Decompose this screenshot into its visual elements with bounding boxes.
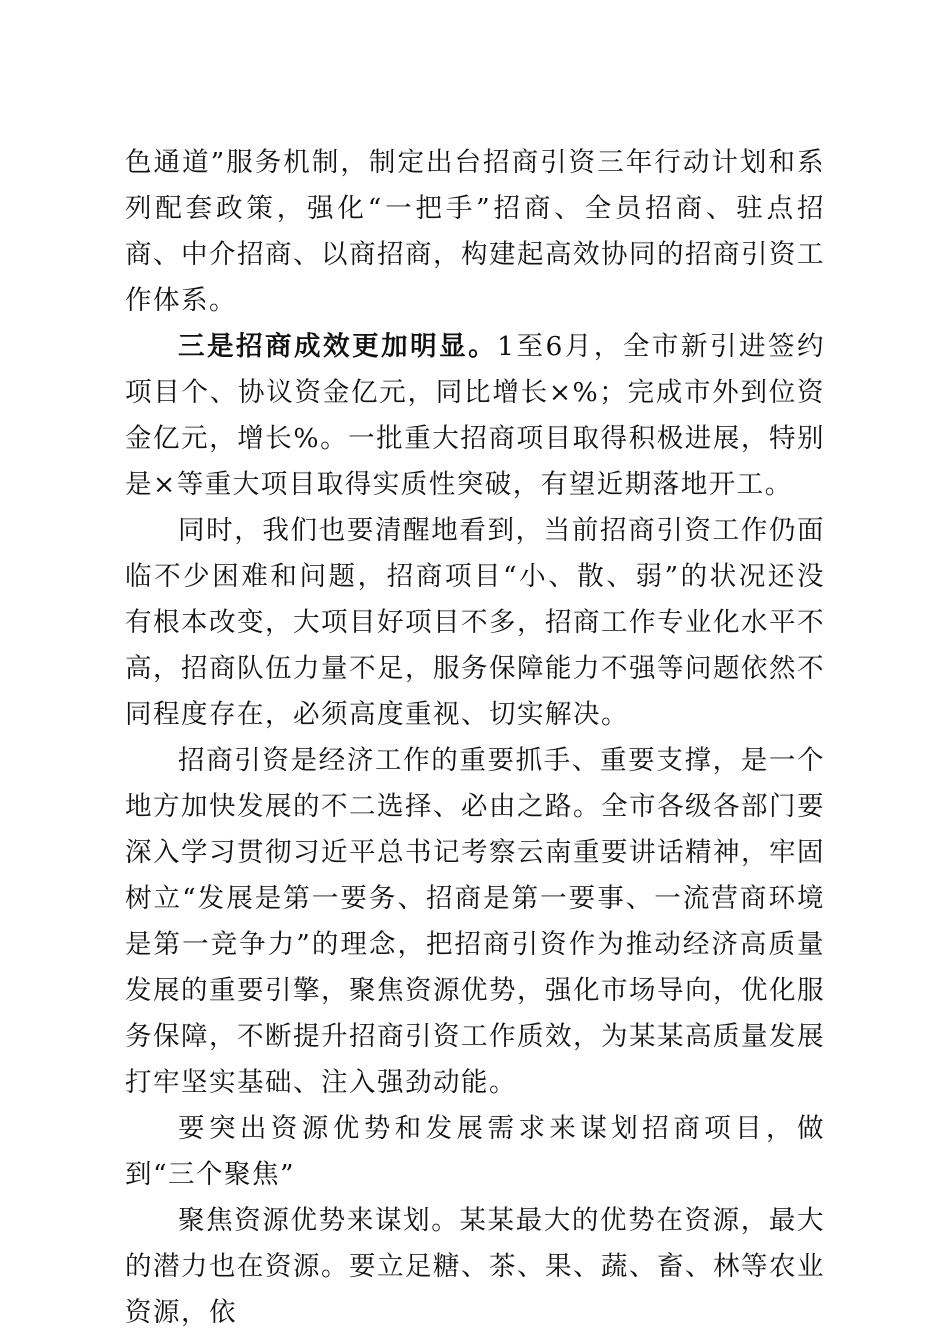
paragraph-text: 1至6月，全市新引进签约项目个、协议资金亿元，同比增长×%；完成市外到位资金亿元，增长%。一批重大招商项目取得积极进展，特别是×等重大项目取得实质性突破，有望近期落地开工。 bbox=[125, 331, 825, 500]
paragraph-importance bbox=[125, 738, 825, 1106]
paragraph-text: 聚焦资源优势来谋划。某某最大的优势在资源，最大的潜力也在资源。要立足糖、茶、果、蔬、畜、林等农业资源，依 bbox=[125, 1205, 825, 1328]
document-body bbox=[125, 140, 825, 1336]
paragraph-text: 同时，我们也要清醒地看到，当前招商引资工作仍面临不少困难和问题，招商项目“小、散、弱”的状况还没有根本改变，大项目好项目不多，招商工作专业化水平不高，招商队伍力量不足，服务保障能力不强等问题依然不同程度存在，必须高度重视、切实解决。 bbox=[125, 515, 825, 730]
paragraph-text: 要突出资源优势和发展需求来谋划招商项目，做到“三个聚焦” bbox=[125, 1113, 825, 1190]
paragraph-text: 招商引资是经济工作的重要抓手、重要支撑，是一个地方加快发展的不二选择、必由之路。全市各级各部门要深入学习贯彻习近平总书记考察云南重要讲话精神，牢固树立“发展是第一要务、招商是第一要事、一流营商环境是第一竞争力”的理念，把招商引资作为推动经济高质量发展的重要引擎，聚焦资源优势，强化市场导向，优化服务保障，不断提升招商引资工作质效，为某某高质量发展打牢坚实基础、注入强劲动能。 bbox=[125, 745, 825, 1098]
paragraph-problems bbox=[125, 508, 825, 738]
paragraph-continuation bbox=[125, 140, 825, 324]
paragraph-text: 色通道”服务机制，制定出台招商引资三年行动计划和系列配套政策，强化“一把手”招商、全员招商、驻点招商、中介招商、以商招商，构建起高效协同的招商引资工作体系。 bbox=[125, 147, 825, 316]
paragraph-results bbox=[125, 324, 825, 508]
paragraph-section-heading bbox=[125, 1106, 825, 1198]
paragraph-lead-heading: 三是招商成效更加明显。 bbox=[178, 331, 498, 362]
paragraph-resources bbox=[125, 1198, 825, 1336]
